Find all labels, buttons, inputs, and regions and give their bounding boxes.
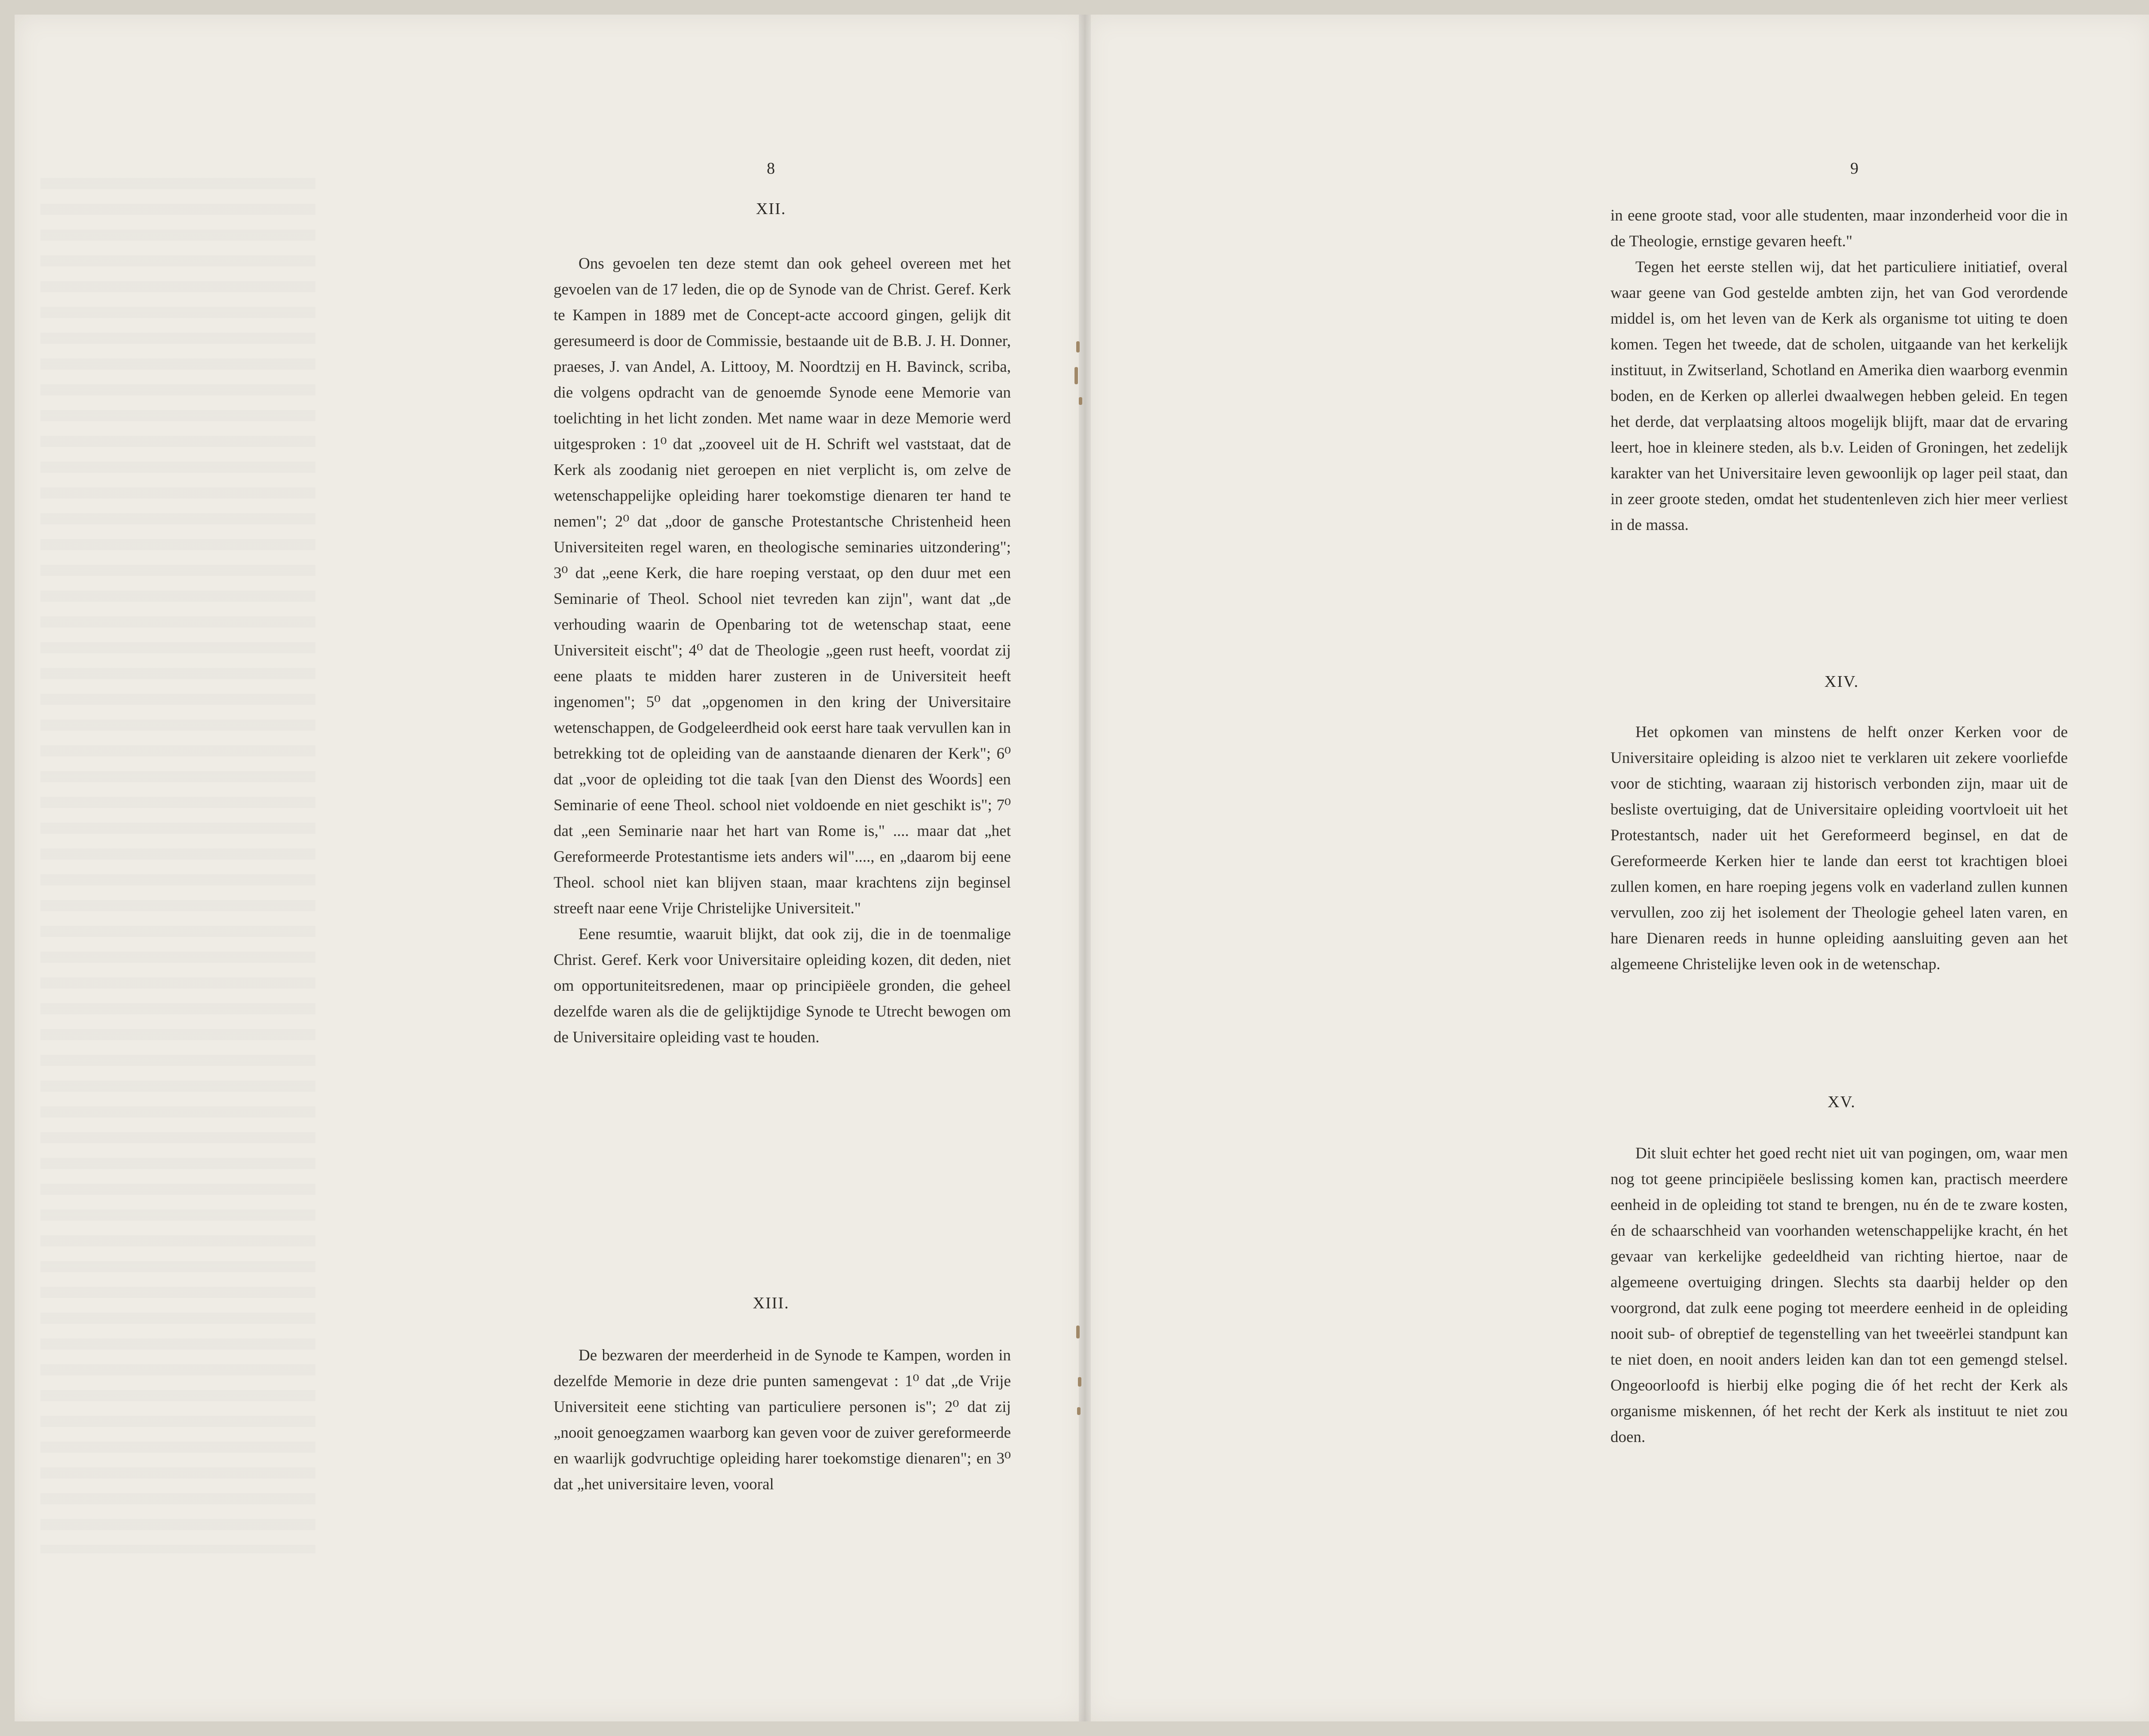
- binding-mark: [1077, 1407, 1081, 1415]
- paragraph: Het opkomen van minstens de helft onzer Kerken voor de Universitaire opleiding is alzoo niet te verklaren uit zekere voorliefde voor de stichting, waaraan zij historisch verbonden zijn, maar uit de besliste overtuiging, dat de Universitaire opleiding voortvloeit uit het Protestantsch, nader uit het Gereformeerd beginsel, en dat de Gereformeerde Kerken hier te lande dan eerst tot krachtigen bloei zullen komen, en hare roeping jegens volk en vaderland zullen kunnen vervullen, zoo zij het isolement der Theologie geheel laten varen, en hare Dienaren reeds in hunne opleiding aansluiting geven aan het algemeene Christelijke leven ook in de wetenschap.: [1610, 723, 2068, 973]
- binding-mark: [1074, 367, 1078, 384]
- show-through-texture: [40, 178, 315, 1553]
- binding-mark: [1079, 397, 1082, 405]
- section-heading-xiii: XIII.: [753, 1294, 790, 1312]
- book-spread: [15, 15, 2149, 1721]
- section-heading-xii: XII.: [756, 200, 787, 218]
- paragraph: Dit sluit echter het goed recht niet uit van pogingen, om, waar men nog tot geene principiëele beslissing komen kan, practisch meerdere eenheid in de opleiding tot stand te brengen, nu én de te zware kosten, én de schaarschheid van voorhanden wetenschappelijke kracht, én het gevaar van kerkelijke gedeeldheid van richting hiertoe, naar de algemeene overtuiging dringen. Slechts sta daarbij helder op den voorgrond, dat zulk eene poging tot meerdere eenheid in de opleiding nooit sub- of obreptief de tegenstelling van het tweeërlei standpunt kan te niet doen, en nooit anders leiden kan dan tot een gemengd stelsel. Ongeoorloofd is hierbij elke poging die óf het recht der Kerk als organisme miskennen, óf het recht der Kerk als instituut te niet zou doen.: [1610, 1145, 2068, 1446]
- paragraph: De bezwaren der meerderheid in de Synode te Kampen, worden in dezelfde Memorie in deze drie punten samengevat : 1⁰ dat „de Vrije Universiteit eene stichting van particuliere personen is"; 2⁰ dat zij „nooit genoegzamen waarborg kan geven voor de zuiver gereformeerde en waarlijk godvruchtige opleiding harer toekomstige dienaren"; en 3⁰ dat „het universitaire leven, vooral: [554, 1347, 1011, 1493]
- paragraph: Eene resumtie, waaruit blijkt, dat ook zij, die in de toenmalige Christ. Geref. Kerk voor Universitaire opleiding kozen, dit deden, niet om opportuniteitsredenen, maar op principiëele gronden, die geheel dezelfde waren als die de gelijktijdige Synode te Utrecht bewogen om de Universitaire opleiding vast te houden.: [554, 925, 1011, 1046]
- right-page: [1085, 15, 2149, 1721]
- page-number-right: 9: [1850, 159, 1859, 178]
- section-xiv-text: [1610, 720, 2068, 977]
- page-number-left: 8: [767, 159, 775, 178]
- left-page: [15, 15, 1085, 1721]
- section-xv-text: [1610, 1141, 2068, 1450]
- section-xiii-continuation: [1610, 203, 2068, 538]
- section-xii-text: [554, 251, 1011, 1050]
- paragraph: in eene groote stad, voor alle studenten, maar inzonderheid voor die in de Theologie, ernstige gevaren heeft.": [1610, 207, 2068, 250]
- section-xiii-text: [554, 1343, 1011, 1497]
- binding-mark: [1076, 341, 1080, 352]
- binding-mark: [1078, 1377, 1081, 1387]
- section-heading-xiv: XIV.: [1824, 673, 1859, 691]
- paragraph: Ons gevoelen ten deze stemt dan ook geheel overeen met het gevoelen van de 17 leden, die op de Synode van de Christ. Geref. Kerk te Kampen in 1889 met de Concept-acte accoord gingen, gelijk dit geresumeerd is door de Commissie, bestaande uit de B.B. J. H. Donner, praeses, J. van Andel, A. Littooy, M. Noordtzij en H. Bavinck, scriba, die volgens opdracht van de genoemde Synode eene Memorie van toelichting in het licht zonden. Met name waar in deze Memorie werd uitgesproken : 1⁰ dat „zooveel uit de H. Schrift wel vaststaat, dat de Kerk als zoodanig niet geroepen en niet verplicht is, om zelve de wetenschappelijke opleiding harer toekomstige dienaren ter hand te nemen"; 2⁰ dat „door de gansche Protestantsche Christenheid heen Universiteiten regel waren, en theologische seminaries uitzondering"; 3⁰ dat „eene Kerk, die hare roeping verstaat, op den duur met een Seminarie of Theol. School niet tevreden kan zijn", want dat „de verhouding waarin de Openbaring tot de wetenschap staat, eene Universiteit eischt"; 4⁰ dat de Theologie „geen rust heeft, voordat zij eene plaats te midden harer zusteren in de Universiteit heeft ingenomen"; 5⁰ dat „opgenomen in den kring der Universitaire wetenschappen, de Godgeleerdheid ook eerst hare taak vervullen kan in betrekking tot de opleiding van de aanstaande dienaren der Kerk"; 6⁰ dat „voor de opleiding tot die taak [van den Dienst des Woords] een Seminarie of eene Theol. school niet voldoende en niet geschikt is"; 7⁰ dat „een Seminarie naar het hart van Rome is," .... maar dat „het Gereformeerde Protestantisme iets anders wil"...., en „daarom bij eene Theol. school niet kan blijven staan, maar krachtens zijn beginsel streeft naar eene Vrije Christelijke Universiteit.": [554, 255, 1011, 917]
- book-gutter: [1079, 15, 1091, 1721]
- section-heading-xv: XV.: [1828, 1093, 1856, 1111]
- binding-mark: [1076, 1326, 1080, 1338]
- paragraph: Tegen het eerste stellen wij, dat het particuliere initiatief, overal waar geene van God gestelde ambten zijn, het van God verordende middel is, om het leven van de Kerk als organisme tot uiting te doen komen. Tegen het tweede, dat de scholen, uitgaande van het kerkelijk instituut, in Zwitserland, Schotland en Amerika dien waarborg evenmin boden, en de Kerken op allerlei dwaalwegen hebben geleid. En tegen het derde, dat verplaatsing altoos mogelijk blijft, maar dat de ervaring leert, hoe in kleinere steden, als b.v. Leiden of Groningen, het zedelijk karakter van het Universitaire leven gewoonlijk op lager peil staat, dan in zeer groote steden, omdat het studentenleven zich hier meer verliest in de massa.: [1610, 258, 2068, 534]
